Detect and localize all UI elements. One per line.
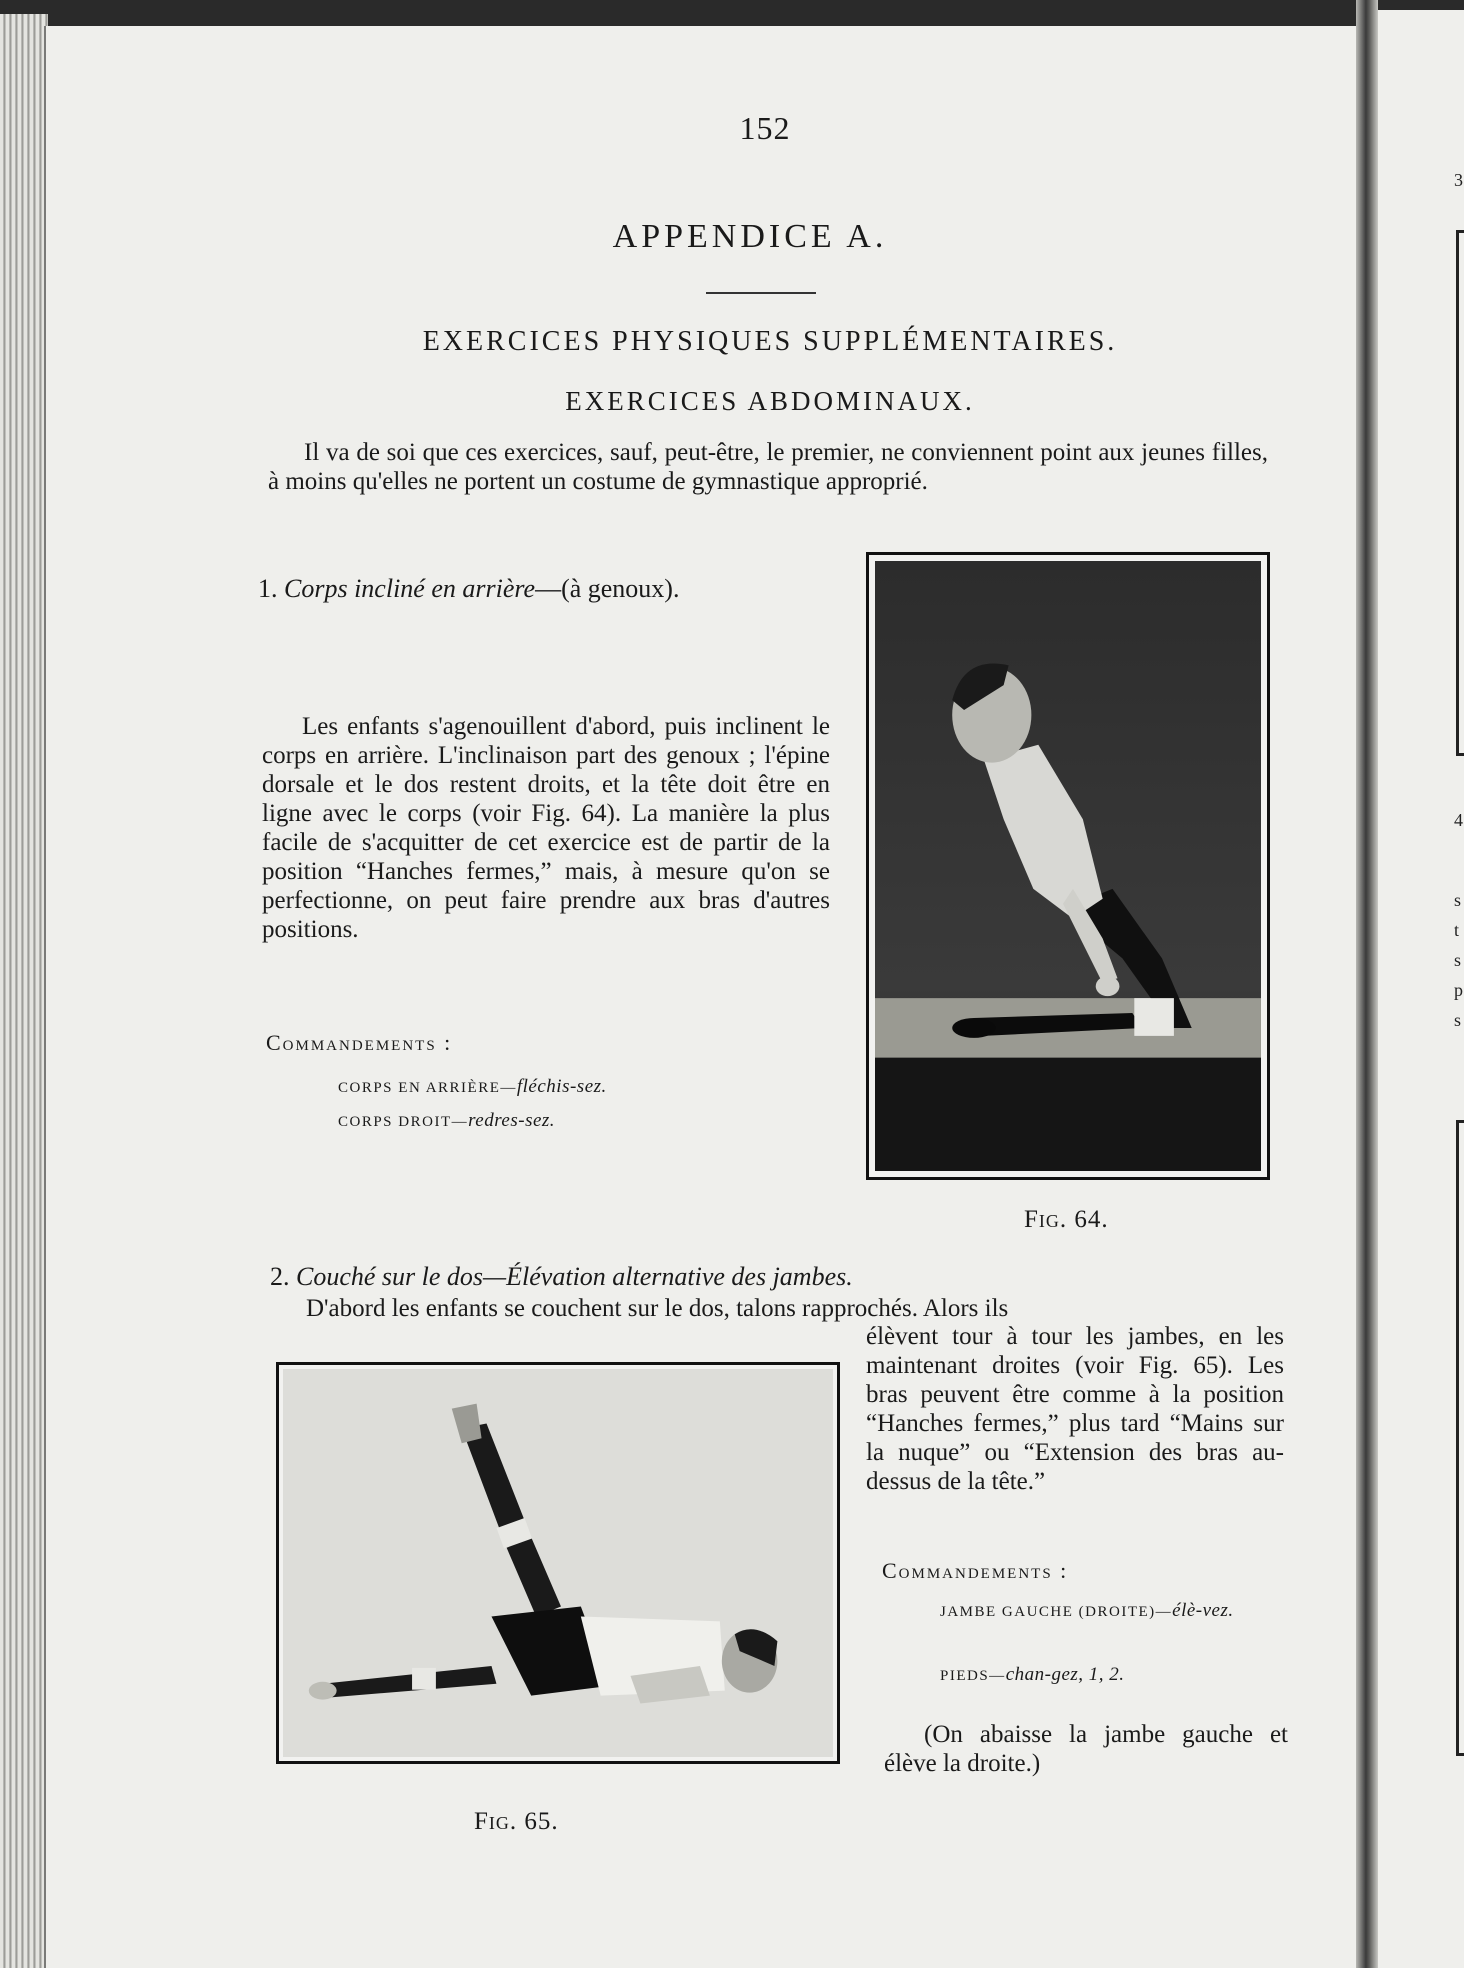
command-prefix: PIEDS— — [940, 1668, 1006, 1684]
next-page-frame — [1456, 230, 1464, 756]
command-prefix: CORPS EN ARRIÈRE— — [338, 1080, 517, 1096]
figure-64-caption: Fig. 64. — [1024, 1206, 1109, 1233]
book-page-edges — [0, 14, 48, 1968]
figure-65-caption: Fig. 65. — [474, 1808, 559, 1835]
book-gutter — [1356, 0, 1378, 1968]
next-page-char: 3 — [1454, 170, 1463, 190]
command-word: fléchis-sez. — [516, 1076, 607, 1097]
next-page-char: p — [1454, 980, 1463, 1000]
intro-paragraph: Il va de soi que ces exercices, sauf, peut-être, le premier, ne conviennent point aux jeunes filles, à moins qu'elles ne portent un costume de gymnastique approprié. — [268, 439, 1268, 495]
exercise1-title — [258, 574, 679, 604]
exercise1-commands-heading: Commandements : — [266, 1030, 453, 1055]
command-prefix: JAMBE GAUCHE (DROITE)— — [940, 1604, 1173, 1620]
exercise2-body-lead: D'abord les enfants se couchent sur le dos, talons rapprochés. Alors ils — [306, 1295, 1009, 1322]
exercise2-command — [940, 1664, 1125, 1686]
next-page-char: 4 — [1454, 810, 1463, 830]
exercise2-body: élèvent tour à tour les jambes, en les maintenant droites (voir Fig. 65). Les bras peuvent être comme à la position “Hanches fermes,” plus tard “Mains sur la nuque” ou “Extension des bras au-dessus de la tête.” — [866, 1323, 1284, 1495]
exercise1-command — [338, 1110, 555, 1132]
appendix-title: APPENDICE A. — [612, 218, 888, 255]
command-prefix: CORPS DROIT— — [338, 1114, 469, 1130]
command-word: élè-vez. — [1172, 1600, 1234, 1621]
next-page-frame — [1456, 1120, 1464, 1756]
title-rule — [706, 292, 816, 294]
exercise1-command — [338, 1076, 607, 1098]
exercise2-title — [270, 1262, 853, 1292]
command-word: redres-sez. — [468, 1110, 556, 1131]
next-page-char: s — [1454, 890, 1462, 910]
section-heading: EXERCICES PHYSIQUES SUPPLÉMENTAIRES. — [422, 326, 1118, 357]
subsection-heading: EXERCICES ABDOMINAUX. — [565, 386, 975, 416]
next-page-char: s — [1454, 1010, 1462, 1030]
exercise1-title-text: Corps incliné en arrière — [284, 574, 536, 603]
exercise1-title-suffix: —(à genoux). — [535, 574, 680, 603]
figure-65-photo — [276, 1362, 840, 1764]
lying-boy-photo — [283, 1369, 833, 1757]
next-page-char: t — [1454, 920, 1460, 940]
exercise2-number: 2. — [270, 1262, 290, 1291]
next-page-fragment — [1378, 10, 1464, 1968]
exercise1-number: 1. — [258, 574, 278, 603]
next-page-char: s — [1454, 950, 1462, 970]
page-number: 152 — [739, 110, 791, 146]
exercise2-title-text: Couché sur le dos—Élévation alternative des jambes. — [296, 1262, 853, 1291]
kneeling-boy-photo — [875, 561, 1261, 1171]
exercise2-note: (On abaisse la jambe gauche et élève la droite.) — [884, 1721, 1288, 1777]
exercise1-body: Les enfants s'agenouillent d'abord, puis inclinent le corps en arrière. L'inclinaison part des genoux ; l'épine dorsale et le dos restent droits, et la tête doit être en ligne avec le corps (voir Fig. 64). La manière la plus facile de s'acquitter de cet exercice est de partir de la position “Hanches fermes,” mais, à mesure qu'on se perfectionne, on peut faire prendre aux bras d'autres positions. — [262, 713, 830, 943]
figure-64-photo — [866, 552, 1270, 1180]
exercise2-commands-heading: Commandements : — [882, 1558, 1069, 1583]
exercise2-command — [940, 1596, 1290, 1627]
command-word: chan-gez, 1, 2. — [1005, 1664, 1125, 1685]
